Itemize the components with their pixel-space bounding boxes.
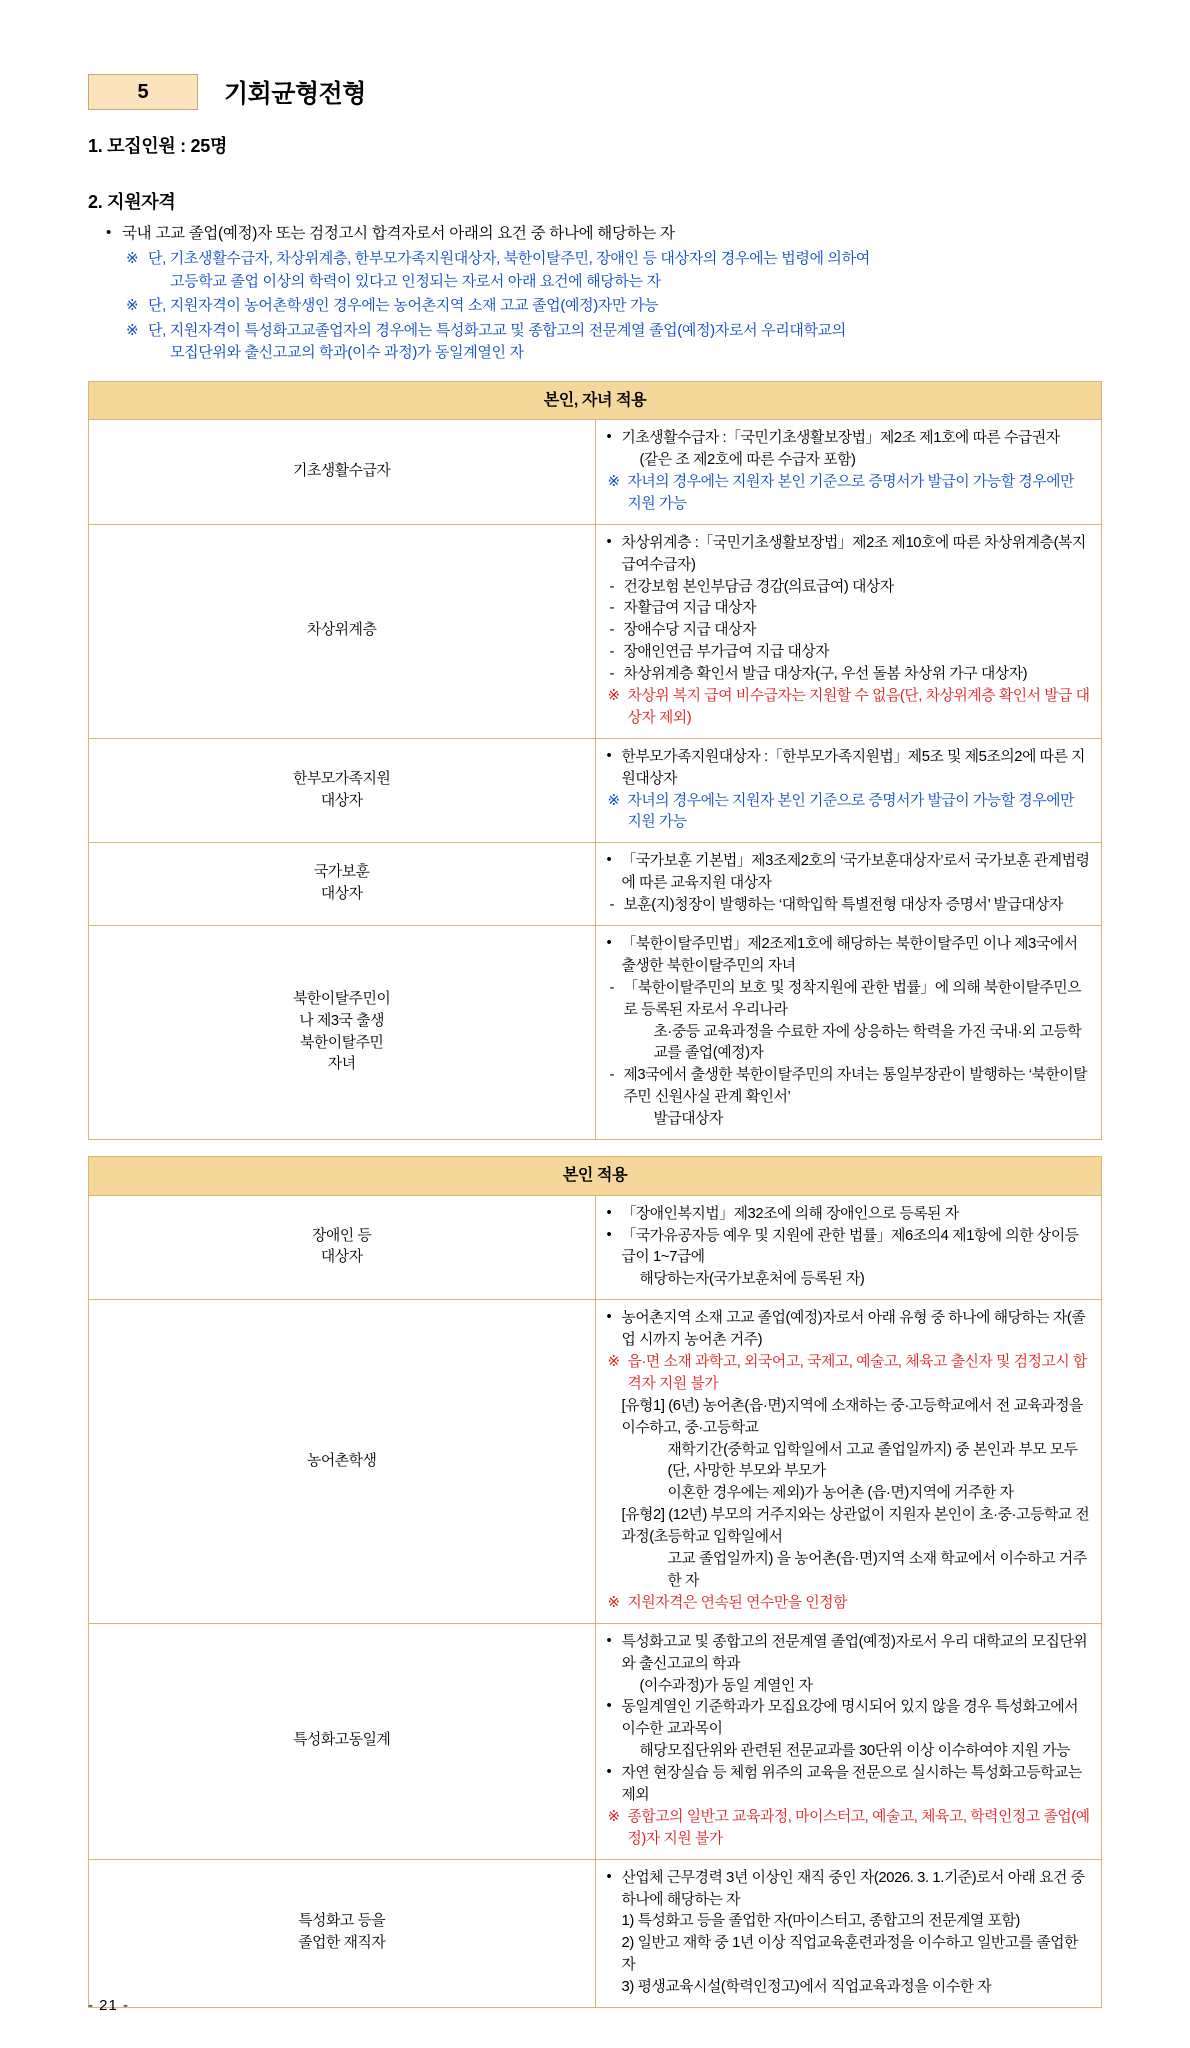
qualification-lead-list (104, 222, 1102, 365)
content-line: - 「북한이탈주민의 보호 및 정착지원에 관한 법률」에 의해 북한이탈주민으로 등록된 자로서 우리나라 (606, 978, 1092, 1022)
content-line: • 동일계열인 기준학과가 모집요강에 명시되어 있지 않을 경우 특성화고에서 이수한 교과목이 (606, 1697, 1092, 1741)
table-row (89, 926, 1102, 1140)
row-content (595, 1300, 1102, 1623)
content-line: • 「국가유공자등 예우 및 지원에 관한 법률」제6조의4 제1항에 의한 상이등급이 1~7급에 (606, 1226, 1092, 1270)
row-label: 기초생활수급자 (89, 420, 596, 525)
content-line: - 제3국에서 출생한 북한이탈주민의 자녀는 통일부장관이 발행하는 ‘북한이탈주민 신원사실 관계 확인서’ (606, 1065, 1092, 1109)
page-footer: - 21 - (88, 1996, 130, 2014)
content-line: ※ 자녀의 경우에는 지원자 본인 기준으로 증명서가 발급이 가능할 경우에만 지원 가능 (606, 472, 1092, 516)
content-line: ※ 읍·면 소재 과학고, 외국어고, 국제고, 예술고, 체육고 출신자 및 검정고시 합격자 지원 불가 (606, 1352, 1092, 1396)
content-line: 재학기간(중학교 입학일에서 고교 졸업일까지) 중 본인과 부모 모두(단, 사망한 부모와 부모가 (667, 1441, 1078, 1480)
row-content (595, 1195, 1102, 1300)
table-row (89, 843, 1102, 926)
content-line: 이혼한 경우에는 제외)가 농어촌 (읍·면)지역에 거주한 자 (667, 1485, 1014, 1502)
heading-qualification: 2. 지원자격 (88, 192, 176, 212)
table-row (89, 1300, 1102, 1623)
table-row (89, 524, 1102, 738)
row-label: 특성화고동일계 (89, 1623, 596, 1859)
table-header: 본인, 자녀 적용 (89, 381, 1102, 420)
content-line: (같은 조 제2호에 따른 수급자 포함) (639, 452, 856, 469)
row-content (595, 738, 1102, 843)
content-line: ※ 차상위 복지 급여 비수급자는 지원할 수 없음(단, 차상위계층 확인서 발급 대상자 제외) (606, 686, 1092, 730)
eligibility-table-self-only (88, 1156, 1102, 2008)
document-header (88, 74, 1102, 110)
content-line: • 차상위계층 :「국민기초생활보장법」제2조 제10호에 따른 차상위계층(복지급여수급자) (606, 533, 1092, 577)
row-content (595, 1859, 1102, 2007)
content-line: • 기초생활수급자 :「국민기초생활보장법」제2조 제1호에 따른 수급권자 (606, 428, 1092, 450)
list-item: • 국내 고교 졸업(예정)자 또는 검정고시 합격자로서 아래의 요건 중 하나에 해당하는 자 (104, 222, 1102, 246)
row-label: 농어촌학생 (89, 1300, 596, 1623)
content-line: - 장애수당 지급 대상자 (606, 620, 1092, 642)
content-line: (이수과정)가 동일 계열인 자 (639, 1677, 813, 1694)
page-title: 기회균형전형 (224, 80, 366, 108)
content-line: - 장애인연금 부가급여 지급 대상자 (606, 642, 1092, 664)
list-item (126, 295, 1102, 318)
content-line: • 농어촌지역 소재 고교 졸업(예정)자로서 아래 유형 중 하나에 해당하는 자(졸업 시까지 농어촌 거주) (606, 1308, 1092, 1352)
content-line: • 산업체 근무경력 3년 이상인 재직 중인 자(2026. 3. 1.기준)로서 아래 요건 중 하나에 해당하는 자 (606, 1868, 1092, 1912)
row-content (595, 420, 1102, 525)
table2-body (89, 1195, 1102, 2007)
table-row (89, 1623, 1102, 1859)
list-item (126, 320, 1102, 365)
note-line-1: 단, 기초생활수급자, 차상위계층, 한부모가족지원대상자, 북한이탈주민, 장애인 등 대상자의 경우에는 법령에 의하여 (148, 250, 870, 268)
content-line: 해당모집단위와 관련된 전문교과를 30단위 이상 이수하여야 지원 가능 (639, 1743, 1071, 1760)
row-label: 국가보훈 대상자 (89, 843, 596, 926)
content-line: - 보훈(지)청장이 발행하는 ‘대학입학 특별전형 대상자 증명서’ 발급대상자 (606, 895, 1092, 917)
content-line: • 「장애인복지법」제32조에 의해 장애인으로 등록된 자 (606, 1204, 1092, 1226)
content-line: 발급대상자 (653, 1111, 723, 1128)
content-line: 고교 졸업일까지) 을 농어촌(읍·면)지역 소재 학교에서 이수하고 거주한 자 (667, 1551, 1087, 1589)
content-line: [유형1] (6년) 농어촌(읍·면)지역에 소재하는 중·고등학교에서 전 교육과정을 이수하고, 중·고등학교 (621, 1397, 1084, 1436)
content-line: 3) 평생교육시설(학력인정고)에서 직업교육과정을 이수한 자 (621, 1979, 992, 1996)
note-line-2: 고등학교 졸업 이상의 학력이 있다고 인정되는 자로서 아래 요건에 해당하는 자 (170, 272, 661, 290)
content-line: 해당하는자(국가보훈처에 등록된 자) (639, 1271, 865, 1288)
content-line: • 자연 현장실습 등 체험 위주의 교육을 전문으로 실시하는 특성화고등학교는 제외 (606, 1763, 1092, 1807)
table-row (89, 1195, 1102, 1300)
content-line: • 「북한이탈주민법」제2조제1호에 해당하는 북한이탈주민 이나 제3국에서 출생한 북한이탈주민의 자녀 (606, 934, 1092, 978)
note-line-2: 모집단위와 출신고교의 학과(이수 과정)가 동일계열인 자 (170, 344, 524, 362)
row-label: 차상위계층 (89, 524, 596, 738)
content-line: • 특성화고교 및 종합고의 전문계열 졸업(예정)자로서 우리 대학교의 모집단위와 출신고교의 학과 (606, 1632, 1092, 1676)
table1-body (89, 420, 1102, 1140)
content-line: ※ 자녀의 경우에는 지원자 본인 기준으로 증명서가 발급이 가능할 경우에만 지원 가능 (606, 791, 1092, 835)
row-label: 북한이탈주민이 나 제3국 출생 북한이탈주민 자녀 (89, 926, 596, 1140)
content-line: ※ 종합고의 일반고 교육과정, 마이스터고, 예술고, 체육고, 학력인정고 졸업(예정)자 지원 불가 (606, 1807, 1092, 1851)
lead-note-list (126, 248, 1102, 365)
heading-recruit-count: 1. 모집인원 : 25명 (88, 136, 228, 156)
content-line: 2) 일반고 재학 중 1년 이상 직업교육훈련과정을 이수하고 일반고를 졸업한 자 (621, 1935, 1079, 1974)
content-line: [유형2] (12년) 부모의 거주지와는 상관없이 지원자 본인이 초·중·고등학교 전 과정(초등학교 입학일에서 (621, 1507, 1090, 1546)
note-line-1: 단, 지원자격이 특성화고교졸업자의 경우에는 특성화고교 및 종합고의 전문계열 졸업(예정)자로서 우리대학교의 (148, 321, 846, 339)
row-content (595, 524, 1102, 738)
eligibility-table-self-child (88, 381, 1102, 1141)
row-label: 장애인 등 대상자 (89, 1195, 596, 1300)
table-row (89, 738, 1102, 843)
content-line: • 「국가보훈 기본법」제3조제2호의 ‘국가보훈대상자’로서 국가보훈 관계법령에 따른 교육지원 대상자 (606, 851, 1092, 895)
content-line: 1) 특성화고 등을 졸업한 자(마이스터고, 종합고의 전문계열 포함) (621, 1913, 1020, 1930)
row-content (595, 926, 1102, 1140)
row-label: 한부모가족지원 대상자 (89, 738, 596, 843)
row-content (595, 843, 1102, 926)
content-line: 초·중등 교육과정을 수료한 자에 상응하는 학력을 가진 국내·외 고등학교를 졸업(예정)자 (653, 1023, 1082, 1062)
content-line: - 건강보험 본인부담금 경감(의료급여) 대상자 (606, 577, 1092, 599)
row-content (595, 1623, 1102, 1859)
content-line: • 한부모가족지원대상자 :「한부모가족지원법」제5조 및 제5조의2에 따른 지원대상자 (606, 747, 1092, 791)
table-header: 본인 적용 (89, 1157, 1102, 1196)
section-number-badge: 5 (88, 74, 198, 110)
table-row (89, 1859, 1102, 2007)
content-line: - 자활급여 지급 대상자 (606, 598, 1092, 620)
content-line: ※ 지원자격은 연속된 연수만을 인정함 (606, 1593, 1092, 1615)
note-line-1: 단, 지원자격이 농어촌학생인 경우에는 농어촌지역 소재 고교 졸업(예정)자만 가능 (148, 297, 659, 315)
list-item (126, 248, 1102, 293)
table-row (89, 420, 1102, 525)
content-line: - 차상위계층 확인서 발급 대상자(구, 우선 돌봄 차상위 가구 대상자) (606, 664, 1092, 686)
row-label: 특성화고 등을 졸업한 재직자 (89, 1859, 596, 2007)
